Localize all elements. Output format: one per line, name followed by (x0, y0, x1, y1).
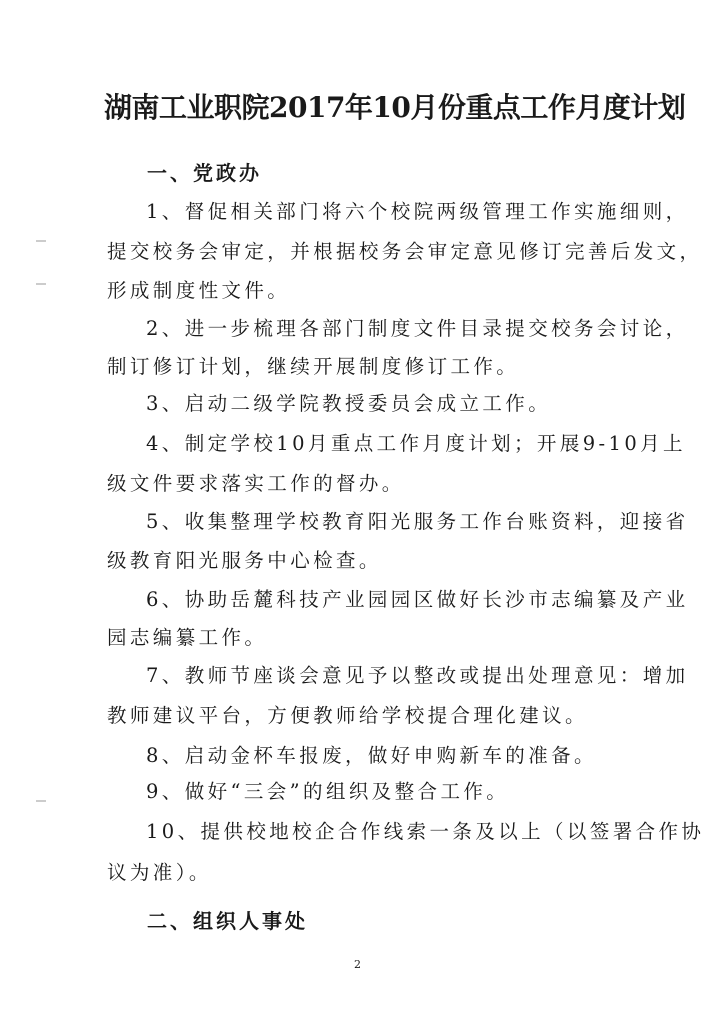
item-1-line-1: 1、督促相关部门将六个校院两级管理工作实施细则， (146, 200, 689, 223)
item-6-line-1: 6、协助岳麓科技产业园园区做好长沙市志编纂及产业 (146, 588, 689, 611)
scan-mark (36, 800, 46, 802)
item-2-line-1: 2、进一步梳理各部门制度文件目录提交校务会讨论， (146, 317, 689, 340)
item-9-line-1: 9、做好“三会”的组织及整合工作。 (146, 780, 510, 803)
item-10-line-1: 10、提供校地校企合作线索一条及以上（以签署合作协 (146, 820, 705, 843)
scan-mark (36, 283, 46, 285)
item-2-line-2: 制订修订计划，继续开展制度修订工作。 (107, 355, 520, 378)
item-5-line-2: 级教育阳光服务中心检查。 (107, 549, 382, 572)
item-10-line-2: 议为准）。 (107, 861, 212, 884)
scan-mark (36, 240, 46, 242)
page-number: 2 (354, 958, 361, 971)
section-heading-personnel: 二、组织人事处 (147, 909, 308, 933)
item-1-line-3: 形成制度性文件。 (107, 279, 291, 302)
item-1-line-2: 提交校务会审定，并根据校务会审定意见修订完善后发文， (107, 240, 703, 263)
item-8-line-1: 8、启动金杯车报废，做好申购新车的准备。 (146, 744, 597, 767)
item-3-line-1: 3、启动二级学院教授委员会成立工作。 (146, 392, 552, 415)
section-heading-party-office: 一、党政办 (147, 161, 262, 185)
item-5-line-1: 5、收集整理学校教育阳光服务工作台账资料，迎接省 (146, 510, 689, 533)
item-7-line-1: 7、教师节座谈会意见予以整改或提出处理意见：增加 (146, 664, 689, 687)
item-4-line-1: 4、制定学校10月重点工作月度计划；开展9-10月上 (146, 432, 686, 455)
document-title: 湖南工业职院2017年10月份重点工作月度计划 (104, 91, 686, 124)
item-6-line-2: 园志编纂工作。 (107, 626, 268, 649)
item-4-line-2: 级文件要求落实工作的督办。 (107, 472, 405, 495)
item-7-line-2: 教师建议平台，方便教师给学校提合理化建议。 (107, 704, 588, 727)
